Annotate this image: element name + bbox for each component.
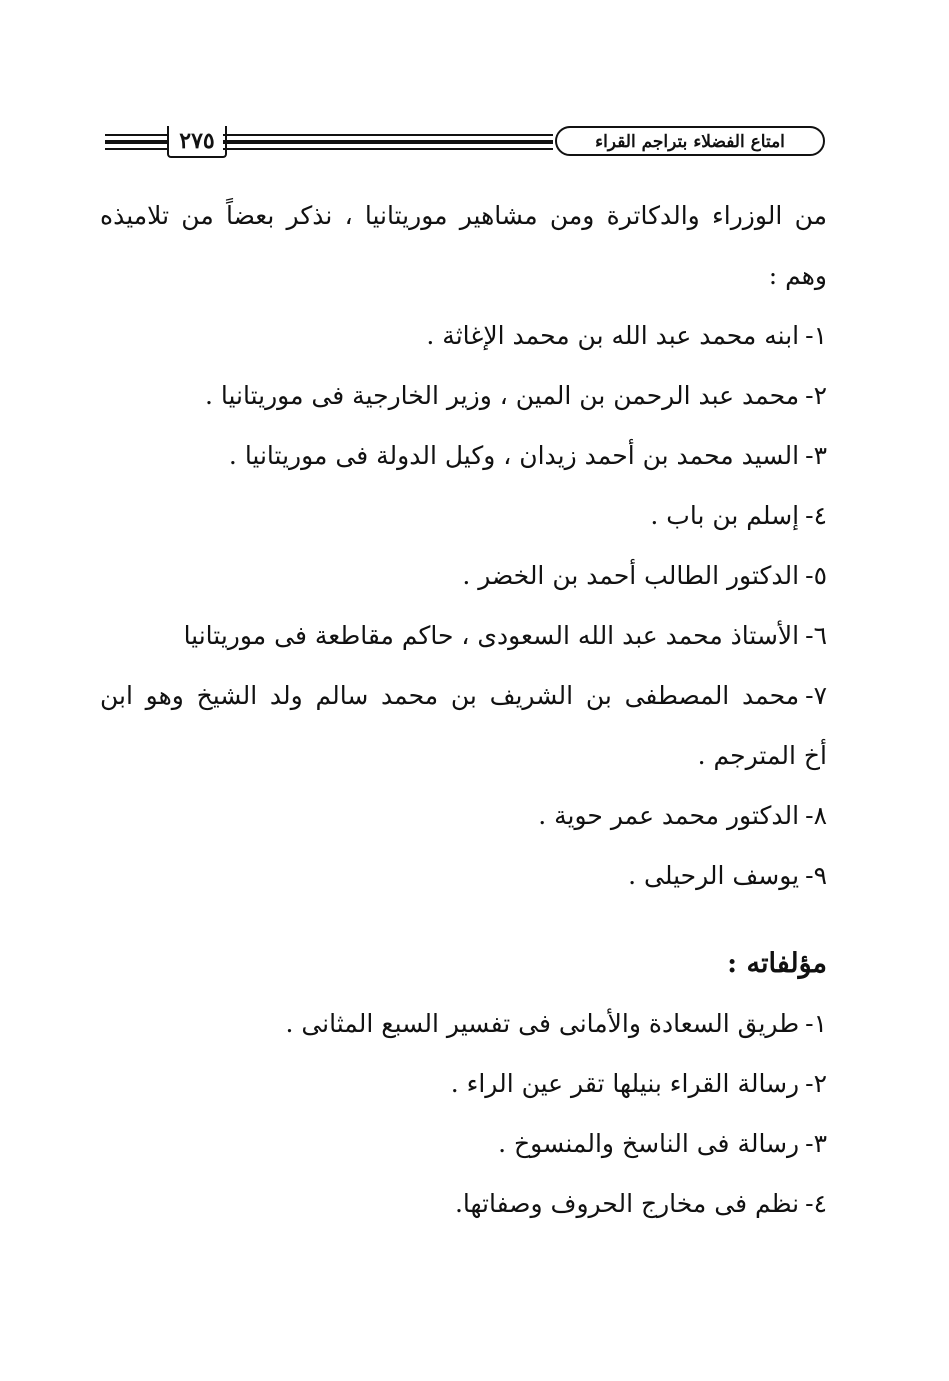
page-body xyxy=(100,186,827,1234)
header-rule-left xyxy=(105,134,167,150)
student-item xyxy=(100,786,827,846)
student-item xyxy=(100,486,827,546)
work-item xyxy=(100,1174,827,1234)
item-text: طريق السعادة والأمانى فى تفسير السبع المثانى . xyxy=(285,1009,800,1038)
item-text: الأستاذ محمد عبد الله السعودى ، حاكم مقاطعة فى موريتانيا xyxy=(183,621,800,650)
item-number: ١- xyxy=(805,1009,827,1038)
item-number: ٣- xyxy=(805,441,827,470)
student-item xyxy=(100,846,827,906)
student-item xyxy=(100,606,827,666)
item-number: ٩- xyxy=(805,861,827,890)
item-number: ٢- xyxy=(805,1069,827,1098)
item-number: ٤- xyxy=(805,1189,827,1218)
item-text: نظم فى مخارج الحروف وصفاتها. xyxy=(454,1189,800,1218)
item-text: محمد عبد الرحمن بن المين ، وزير الخارجية فى موريتانيا . xyxy=(204,381,800,410)
item-number: ٧- xyxy=(805,681,827,710)
item-number: ٢- xyxy=(805,381,827,410)
student-item xyxy=(100,666,827,726)
intro-line: وهم : xyxy=(768,261,827,290)
works-heading: مؤلفاته : xyxy=(727,948,827,979)
header-rule-middle xyxy=(223,134,553,150)
item-text: الدكتور الطالب أحمد بن الخضر . xyxy=(462,561,800,590)
work-item xyxy=(100,1054,827,1114)
item-text: رسالة فى الناسخ والمنسوخ . xyxy=(498,1129,800,1158)
page-number: ٢٧٥ xyxy=(167,126,227,158)
page-header xyxy=(105,126,827,166)
item-number: ٥- xyxy=(805,561,827,590)
item-text: رسالة القراء بنيلها تقر عين الراء . xyxy=(450,1069,800,1098)
running-title: امتاع الفضلاء بتراجم القراء xyxy=(555,126,825,156)
student-item xyxy=(100,546,827,606)
item-text: يوسف الرحيلى . xyxy=(628,861,800,890)
student-item-continuation: أخ المترجم . xyxy=(697,741,827,770)
student-item xyxy=(100,306,827,366)
student-item xyxy=(100,426,827,486)
student-item xyxy=(100,366,827,426)
item-text: الدكتور محمد عمر حوية . xyxy=(538,801,800,830)
item-text: إسلم بن باب . xyxy=(650,501,800,530)
work-item xyxy=(100,994,827,1054)
item-number: ٦- xyxy=(805,621,827,650)
item-number: ٣- xyxy=(805,1129,827,1158)
section-gap xyxy=(100,906,827,934)
item-number: ١- xyxy=(805,321,827,350)
item-text: محمد المصطفى بن الشريف بن محمد سالم ولد الشيخ وهو ابن xyxy=(100,681,800,710)
item-text: ابنه محمد عبد الله بن محمد الإغاثة . xyxy=(426,321,800,350)
item-number: ٨- xyxy=(805,801,827,830)
work-item xyxy=(100,1114,827,1174)
item-number: ٤- xyxy=(805,501,827,530)
item-text: السيد محمد بن أحمد زيدان ، وكيل الدولة فى موريتانيا . xyxy=(228,441,800,470)
intro-line: من الوزراء والدكاترة ومن مشاهير موريتانيا ، نذكر بعضاً من تلاميذه xyxy=(100,201,827,230)
